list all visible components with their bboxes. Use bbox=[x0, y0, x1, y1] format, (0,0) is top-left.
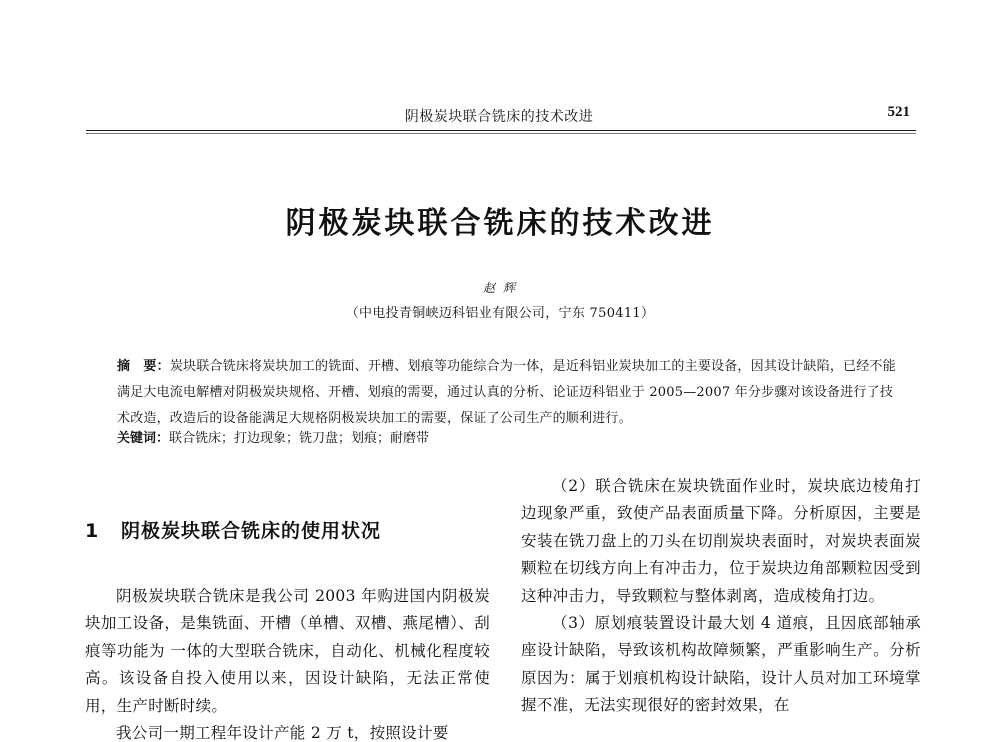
section-number: 1 bbox=[85, 520, 100, 542]
paragraph: 我公司一期工程年设计产能 2 万 t，按照设计要 bbox=[116, 724, 449, 742]
keywords-label: 关键词： bbox=[117, 431, 170, 446]
section-heading bbox=[85, 516, 381, 543]
page-number: 521 bbox=[887, 104, 910, 120]
article-title: 阴极炭块联合铣床的技术改进 bbox=[285, 206, 715, 241]
running-header bbox=[80, 104, 918, 128]
header-rule bbox=[86, 130, 916, 131]
section-title: 阴极炭块联合铣床的使用状况 bbox=[121, 520, 382, 542]
paragraph: （2）联合铣床在炭块铣面作业时，炭块底边棱角打边现象严重，致使产品表面质量下降。分析原因，主要是安装在铣刀盘上的刀头在切削炭块表面时，对炭块表面炭颗粒在切线方向上有冲击力，位于炭块边角部颗粒因受到这种冲击力，导致颗粒与整体剥离，造成棱角打边。 bbox=[521, 477, 921, 605]
running-title: 阴极炭块联合铣床的技术改进 bbox=[404, 109, 594, 125]
right-column bbox=[521, 473, 921, 720]
keywords-text: 联合铣床；打边现象；铣刀盘；划痕；耐磨带 bbox=[169, 431, 430, 446]
abstract bbox=[117, 354, 905, 432]
paragraph: （3）原划痕装置设计最大划 4 道痕，且因底部轴承座设计缺陷，导致该机构故障频繁，严重影响生产。分析原因为：属于划痕机构设计缺陷，设计人员对加工环境掌握不准，无法实现很好的密封效果，在 bbox=[521, 614, 921, 715]
keywords bbox=[117, 428, 905, 450]
header-rule-thin bbox=[86, 133, 916, 134]
author: 赵 辉 bbox=[483, 281, 517, 295]
abstract-text: 炭块联合铣床将炭块加工的铣面、开槽、划痕等功能综合为一体，是近科铝业炭块加工的主要设备，因其设计缺陷，已经不能满足大电流电解槽对阴极炭块规格、开槽、划痕的需要，通过认真的分析、论证迈科铝业于 2005—2007 年分步骤对该设备进行了技术改造，改造后的设备能满足大规格阴极炭块加工的需要，保证了公司生产的顺利进行。 bbox=[117, 359, 896, 426]
affiliation: （中电投青铜峡迈科铝业有限公司，宁东 750411） bbox=[345, 306, 655, 321]
abstract-label: 摘 要： bbox=[117, 359, 170, 374]
paragraph: 阴极炭块联合铣床是我公司 2003 年购进国内阴极炭块加工设备，是集铣面、开槽（单槽、双槽、燕尾槽）、刮痕等功能为 一体的大型联合铣床，自动化、机械化程度较高。该设备自投入使用以来，因设计缺陷，无法正常使用，生产时断时续。 bbox=[85, 587, 490, 715]
left-column bbox=[85, 583, 490, 742]
